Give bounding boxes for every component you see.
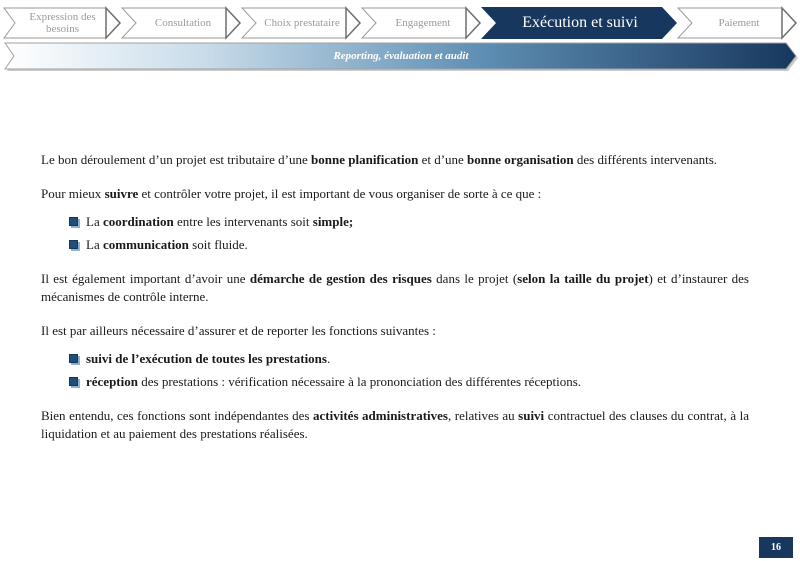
square-bullet-icon — [69, 354, 78, 363]
bold-text-run: activités administratives — [313, 408, 448, 423]
text-run: Bien entendu, ces fonctions sont indépendantes des — [41, 408, 314, 423]
reporting-banner — [3, 42, 799, 72]
text-run: contractuel des clauses du contrat, à la liquidation et au paiement des prestations réalisées. — [41, 408, 750, 441]
square-bullet-icon — [69, 240, 78, 249]
text-run: et d’une — [418, 152, 468, 167]
bold-text-run: suivi de l’exécution de toutes les prestations — [86, 351, 327, 366]
square-bullet-icon — [69, 377, 78, 386]
text-run: La — [86, 214, 103, 229]
paragraph-fonctions — [41, 322, 749, 340]
bold-text-run: bonne planification — [311, 152, 419, 167]
bold-text-run: bonne organisation — [467, 152, 574, 167]
step-label: Choix prestataire — [264, 17, 340, 29]
text-run: ) et d’instaurer des mécanismes de contrôle interne. — [41, 271, 749, 304]
page-number: 16 — [759, 537, 793, 558]
bullet-item — [69, 350, 749, 368]
bold-text-run: coordination — [102, 214, 174, 229]
bullet-item — [69, 213, 749, 231]
bullet-list-organisation — [41, 213, 749, 254]
text-run: Il est par ailleurs nécessaire d’assurer et de reporter les fonctions suivantes : — [41, 323, 436, 338]
bullet-text — [86, 213, 353, 231]
square-bullet-icon — [69, 217, 78, 226]
text-run: Il est également important d’avoir une — [41, 271, 250, 286]
bold-text-run: réception — [86, 374, 138, 389]
text-run: , relatives au — [448, 408, 519, 423]
text-run: des différents intervenants. — [573, 152, 718, 167]
bullet-text — [86, 236, 248, 254]
process-steps — [0, 0, 800, 46]
paragraph-planification — [41, 151, 749, 169]
text-run: soit fluide. — [188, 237, 248, 252]
step-engagement — [361, 7, 481, 39]
bullet-text — [86, 373, 581, 391]
step-expression-besoins — [3, 7, 121, 39]
bold-text-run: simple; — [312, 214, 354, 229]
bullet-item — [69, 373, 749, 391]
paragraph-risques — [41, 270, 749, 306]
bold-text-run: suivre — [104, 186, 139, 201]
banner-label: Reporting, évaluation et audit — [333, 50, 469, 62]
step-choix-prestataire — [241, 7, 361, 39]
step-consultation — [121, 7, 241, 39]
page-content — [41, 151, 749, 443]
step-label: Engagement — [395, 17, 451, 29]
step-label: Exécution et suivi — [522, 14, 638, 31]
paragraph-suivre — [41, 185, 749, 203]
text-run: des prestations : vérification nécessaire à la prononciation des différentes réceptions. — [137, 374, 582, 389]
bullet-list-fonctions — [41, 350, 749, 391]
text-run: . — [326, 351, 331, 366]
text-run: La — [86, 237, 103, 252]
step-label: Consultation — [154, 17, 212, 29]
text-run: Pour mieux — [41, 186, 105, 201]
step-label: Expression des besoins — [29, 11, 96, 35]
text-run: dans le projet ( — [431, 271, 518, 286]
step-label: Paiement — [718, 17, 760, 29]
bold-text-run: communication — [102, 237, 189, 252]
bullet-text — [86, 350, 330, 368]
bold-text-run: démarche de gestion des risques — [249, 271, 432, 286]
text-run: Le bon déroulement d’un projet est tributaire d’une — [41, 152, 312, 167]
bold-text-run: suivi — [518, 408, 545, 423]
text-run: et contrôler votre projet, il est important de vous organiser de sorte à ce que : — [138, 186, 542, 201]
bullet-item — [69, 236, 749, 254]
step-paiement — [677, 7, 797, 39]
bold-text-run: selon la taille du projet — [517, 271, 649, 286]
text-run: entre les intervenants soit — [173, 214, 313, 229]
step-execution-suivi — [481, 7, 677, 39]
paragraph-activites — [41, 407, 749, 443]
